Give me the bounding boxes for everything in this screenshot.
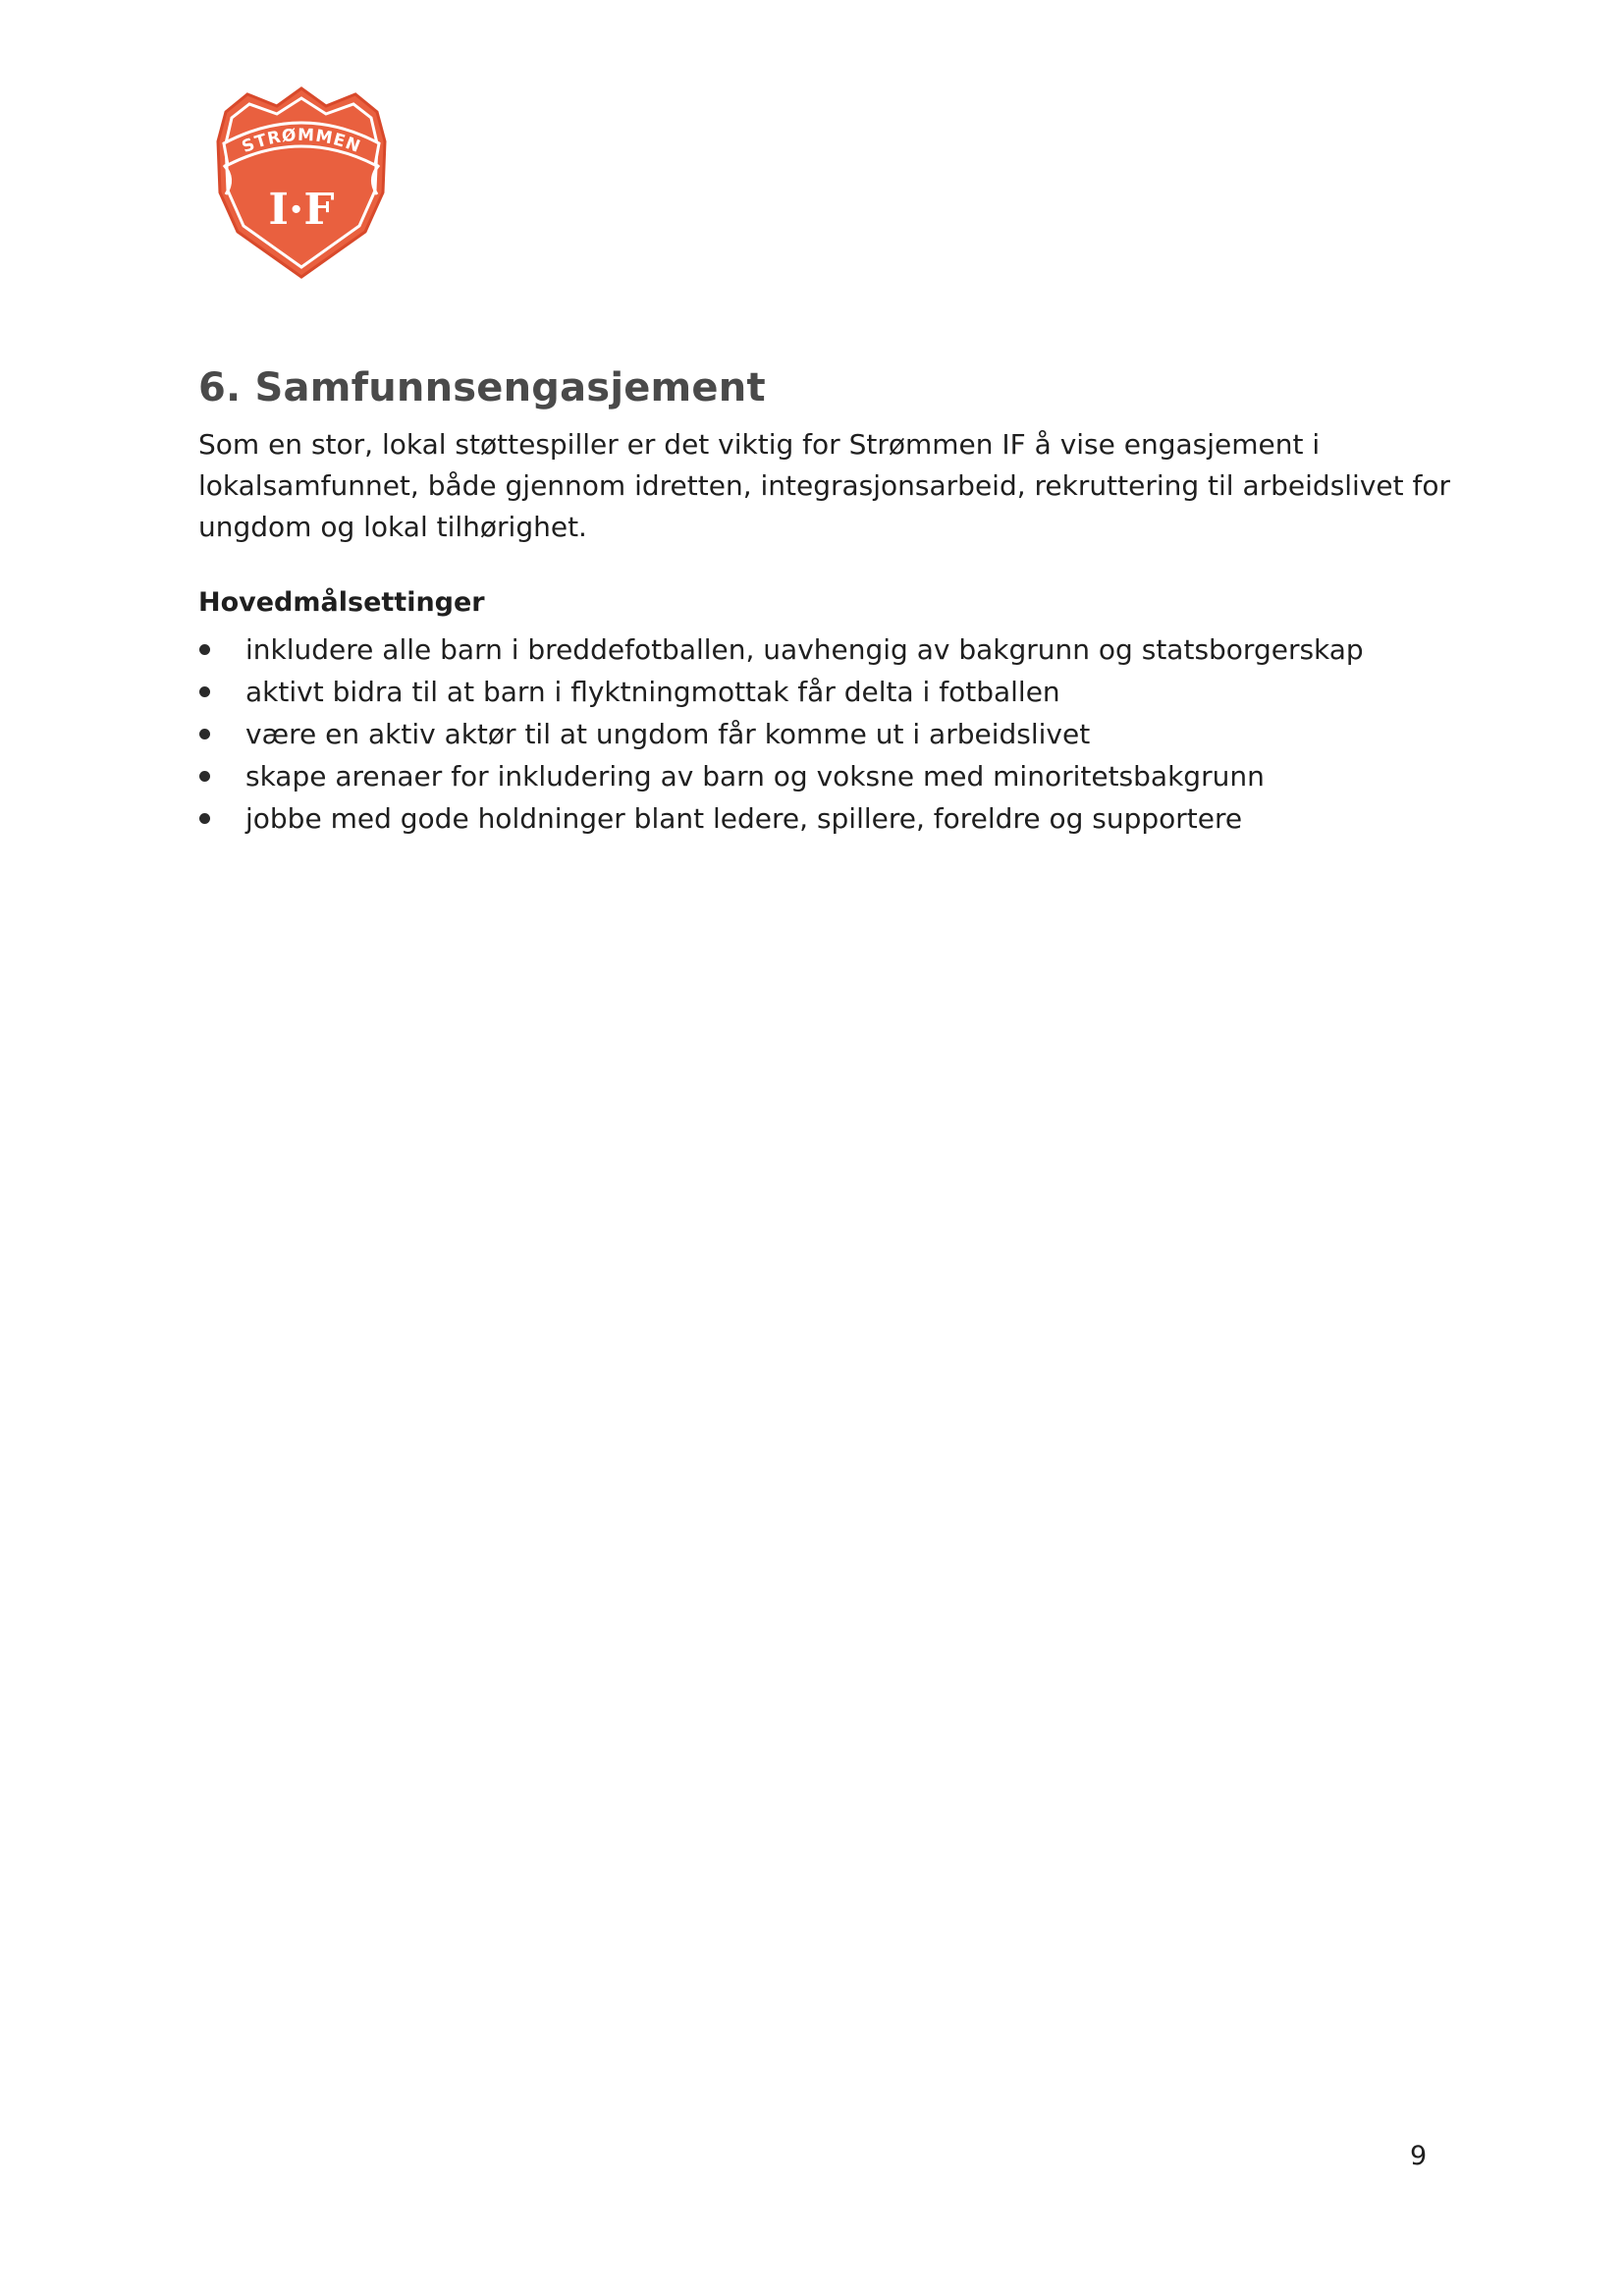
page-number: 9 bbox=[1410, 2141, 1428, 2171]
list-item-text: skape arenaer for inkludering av barn og voksne med minoritetsbakgrunn bbox=[245, 760, 1265, 793]
logo-top-text: STRØMMEN bbox=[239, 125, 364, 158]
bullet-icon bbox=[199, 686, 210, 697]
bullet-icon bbox=[199, 644, 210, 655]
logo-main-text: I·F bbox=[268, 185, 335, 235]
list-item bbox=[198, 755, 1364, 797]
list-item-text: jobbe med gode holdninger blant ledere, spillere, foreldre og supportere bbox=[245, 802, 1243, 835]
intro-paragraph: Som en stor, lokal støttespiller er det viktig for Strømmen IF å vise engasjement i lokalsamfunnet, både gjennom idretten, integrasjonsarbeid, rekruttering til arbeidslivet for ungdom og lokal tilhørighet. bbox=[198, 428, 1451, 543]
list-item bbox=[198, 797, 1364, 840]
list-item bbox=[198, 671, 1364, 713]
list-item-text: være en aktiv aktør til at ungdom får komme ut i arbeidslivet bbox=[245, 718, 1091, 750]
list-item-text: aktivt bidra til at barn i flyktningmottak får delta i fotballen bbox=[245, 676, 1060, 708]
section-heading: 6. Samfunnsengasjement bbox=[198, 365, 766, 410]
list-item bbox=[198, 713, 1364, 755]
club-logo bbox=[208, 84, 395, 281]
list-item bbox=[198, 629, 1364, 671]
goals-title: Hovedmålsettinger bbox=[198, 587, 485, 618]
list-item-text: inkludere alle barn i breddefotballen, uavhengig av bakgrunn og statsborgerskap bbox=[245, 633, 1364, 666]
bullet-icon bbox=[199, 771, 210, 782]
goals-list bbox=[198, 629, 1364, 840]
bullet-icon bbox=[199, 729, 210, 739]
shield-crest-icon bbox=[208, 84, 395, 281]
bullet-icon bbox=[199, 813, 210, 824]
